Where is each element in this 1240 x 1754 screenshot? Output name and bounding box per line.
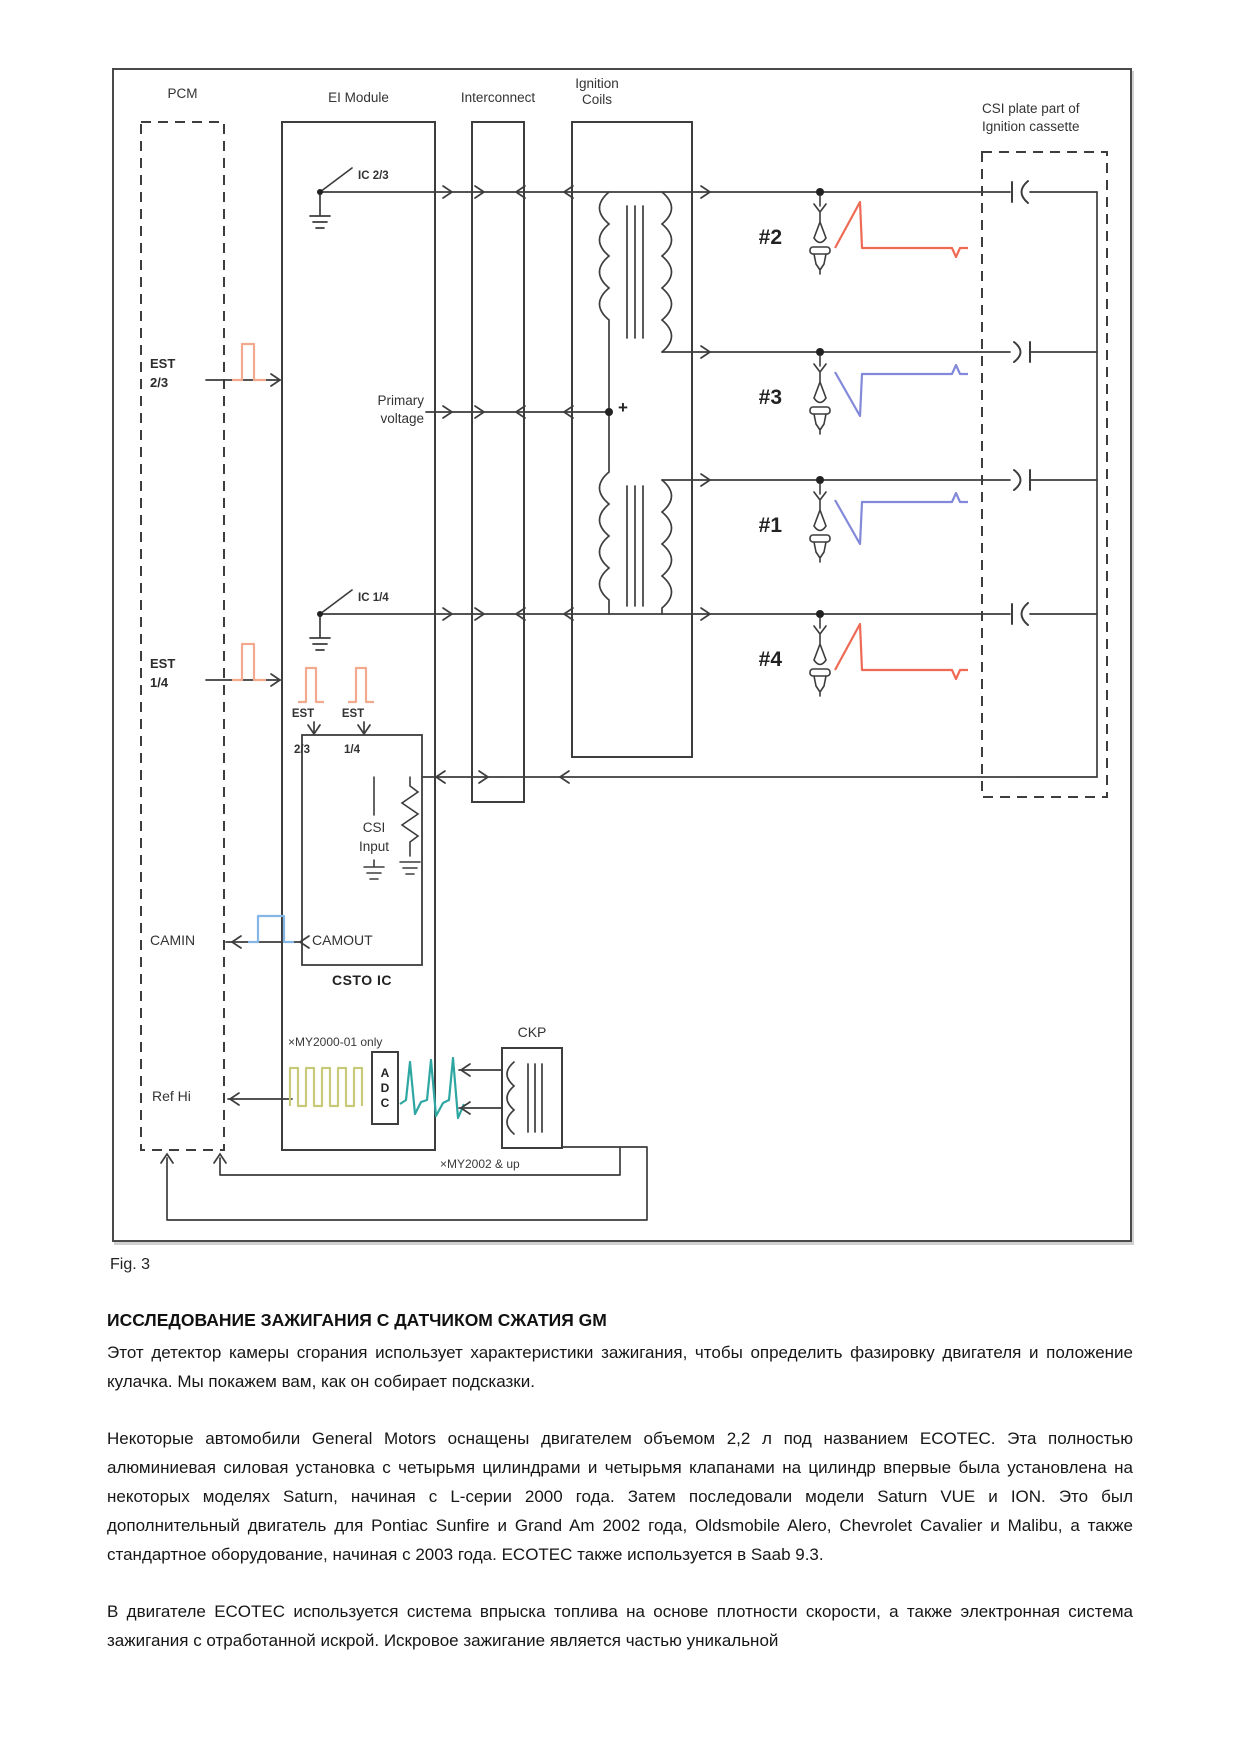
label-pin-23: 2/3: [294, 744, 310, 756]
logic-pulses: [232, 344, 464, 1118]
spark-plug-3: [810, 356, 830, 434]
ignition-diagram: [114, 70, 1130, 1240]
spark-plug-2: [810, 196, 830, 274]
cam-pulse: [248, 916, 294, 942]
label-csi-line2: Input: [358, 839, 390, 854]
adc-letter-a: A: [380, 1066, 390, 1080]
label-ic14: IC 1/4: [358, 592, 389, 604]
label-primary-line1: Primary: [377, 393, 424, 408]
header-csi-plate: [982, 100, 1152, 136]
label-primary-voltage: [340, 392, 424, 428]
interconnect-box: [472, 122, 524, 802]
coil-core-1: [627, 206, 643, 338]
label-ckp: CKP: [517, 1024, 547, 1040]
label-csto-ic: CSTO IC: [331, 972, 393, 988]
header-ei-module: EI Module: [328, 90, 389, 105]
est14-pulse-csto: [348, 668, 374, 702]
wire-ckp-links: [459, 1070, 502, 1108]
label-est23-line2: 2/3: [150, 375, 169, 390]
capacitor-plug3: [1014, 342, 1030, 362]
label-camout: CAMOUT: [312, 932, 373, 948]
capacitor-plug1: [1014, 470, 1030, 490]
ic14-switch: [310, 590, 352, 650]
wire-return-loops: [167, 1147, 647, 1220]
label-est23-line1: EST: [150, 356, 176, 371]
ignition-coils-box: [572, 122, 692, 757]
coil-windings: [600, 192, 672, 614]
est23-pulse-csto: [298, 668, 324, 702]
label-est14-line1: EST: [150, 656, 176, 671]
label-camin: CAMIN: [150, 932, 196, 948]
header-csi-plate-line1: CSI plate part of: [982, 101, 1080, 116]
spark-plugs: [810, 196, 830, 696]
waveform-plug3-blue: [835, 365, 968, 416]
article-heading: ИССЛЕДОВАНИЕ ЗАЖИГАНИЯ С ДАТЧИКОМ СЖАТИЯ GM: [107, 1310, 607, 1330]
label-est-tag-14: EST: [341, 708, 365, 720]
ckp-internals: [507, 1062, 542, 1134]
ckp-box: [502, 1048, 562, 1148]
article-paragraph-2: Некоторые автомобили General Motors оснащены двигателем объемом 2,2 л под названием ECOTEC. Эта полностью алюминиевая силовая установка с четырьмя цилиндрами и четырьмя клапанами на цилиндр впервые была установлена на некоторых моделях Saturn, начиная с L-серии 2000 года. Затем последовали модели Saturn VUE и ION. Это был дополнительный двигатель для Pontiac Sunfire и Grand Am 2002 года, Oldsmobile Alero, Chevrolet Cavalier и Malibu, а также стандартное оборудование, начиная с 2003 года. ECOTEC также используется в Saab 9.3.: [107, 1429, 1133, 1564]
wire-est-to-csto: [314, 722, 364, 732]
label-est-tag-23: EST: [291, 708, 315, 720]
label-pin-14: 1/4: [344, 744, 360, 756]
secondary-coil-2: [662, 480, 672, 614]
capacitor-plug2: [1012, 181, 1028, 203]
header-interconnect: Interconnect: [460, 90, 536, 105]
header-ignition-coils-line2: Coils: [581, 92, 612, 107]
label-csi-input: [344, 818, 404, 856]
article-body: [107, 1310, 1133, 1683]
ckp-analog-wave: [400, 1058, 464, 1118]
header-pcm: PCM: [167, 86, 198, 101]
label-plug-3: #3: [758, 386, 782, 409]
csi-plate-box: [982, 152, 1107, 797]
header-ignition-coils: [542, 76, 652, 108]
label-my2000: ×MY2000-01 only: [288, 1035, 383, 1049]
switch-dots: [317, 189, 323, 617]
label-plus: +: [618, 398, 628, 417]
capacitor-plug4: [1012, 603, 1028, 625]
primary-coil-1: [600, 192, 610, 412]
waveform-plug4-red: [835, 624, 968, 679]
label-ref-hi: Ref Hi: [152, 1088, 191, 1104]
pcm-box: [141, 122, 224, 1150]
ref-square-wave: [290, 1068, 362, 1106]
spark-plug-1: [810, 484, 830, 562]
csi-capacitors: [1012, 181, 1030, 625]
label-plug-4: #4: [758, 648, 782, 671]
label-my2002: ×MY2002 & up: [440, 1157, 520, 1171]
est23-pulse: [232, 344, 266, 380]
figure-caption: Fig. 3: [110, 1256, 151, 1273]
label-est23: [150, 354, 175, 392]
header-ignition-coils-line1: Ignition: [575, 76, 619, 91]
adc-letter-c: C: [380, 1096, 390, 1110]
article-paragraph-3: В двигателе ECOTEC используется система впрыска топлива на основе плотности скорости, а также электронная система зажигания с отработанной искрой. Искровое зажигание является частью уникальной: [107, 1602, 1133, 1650]
waveform-plug2-red: [835, 202, 968, 257]
article-paragraph-1: Этот детектор камеры сгорания использует характеристики зажигания, чтобы определить фазировку двигателя и положение кулачка. Мы покажем вам, как он собирает подсказки.: [107, 1343, 1133, 1391]
adc-letter-d: D: [380, 1081, 390, 1095]
label-plug-2: #2: [758, 226, 782, 249]
ei-module-box: [282, 122, 435, 1150]
secondary-coil-1: [662, 192, 672, 352]
label-ic23: IC 2/3: [358, 170, 389, 182]
label-plug-1: #1: [758, 514, 782, 537]
label-est14-line2: 1/4: [150, 675, 169, 690]
est14-pulse: [232, 644, 266, 680]
figure-frame: [112, 68, 1132, 1242]
primary-coil-2: [600, 412, 610, 614]
ic23-switch: [310, 168, 352, 228]
ignition-waveforms: [835, 202, 968, 679]
label-primary-line2: voltage: [380, 411, 424, 426]
junction-dots: [605, 188, 824, 618]
coil-core-2: [627, 486, 643, 606]
label-csi-line1: CSI: [362, 820, 386, 835]
spark-plug-4: [810, 618, 830, 696]
waveform-plug1-blue: [835, 493, 968, 544]
module-boxes: [141, 122, 1107, 1150]
adc-block: [372, 1052, 398, 1124]
header-csi-plate-line2: Ignition cassette: [982, 119, 1080, 134]
label-est14: [150, 654, 175, 692]
